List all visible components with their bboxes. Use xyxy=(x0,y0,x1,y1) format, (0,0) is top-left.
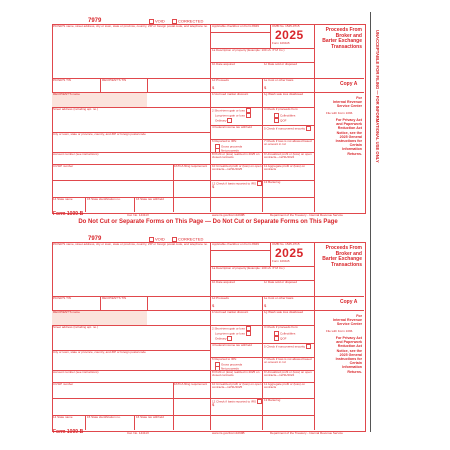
box1c-label: 1c Date sold or disposed xyxy=(264,62,298,66)
for-irs: For Internal Revenue Service Center xyxy=(333,314,362,327)
box16-label: 16 State tax withheld xyxy=(136,197,164,201)
box6-label: 6 Reported to IRS: xyxy=(212,357,237,361)
box4-label: 4 Federal income tax withheld xyxy=(212,125,252,129)
box3-qof[interactable]: QOF xyxy=(274,336,287,341)
cusip-label: CUSIP number xyxy=(53,382,74,386)
box15-label: 15 State identification no. xyxy=(87,197,121,201)
box13-label: 13 Bartering xyxy=(264,180,281,184)
footer-form: Form 1099-B xyxy=(53,211,84,217)
box5-label[interactable]: 5 Check if noncovered security xyxy=(264,344,312,349)
box1g-label: 1g Wash sale loss disallowed xyxy=(264,92,304,96)
recipient-tin-label: RECIPIENT'S TIN xyxy=(102,78,127,82)
box7-label[interactable]: 7 Check if loss is not allowed based on amount in 1d xyxy=(264,357,312,365)
tax-year: 2025 xyxy=(275,246,304,260)
recipient-tin-label: RECIPIENT'S TIN xyxy=(102,296,127,300)
box1f-label: 1f Accrued market discount xyxy=(212,310,249,314)
form-code: 7979 xyxy=(88,18,102,24)
omb-number: OMB No. 1545-0715 xyxy=(272,24,300,28)
corrected-checkbox[interactable]: CORRECTED xyxy=(172,19,203,24)
corrected-checkbox[interactable]: CORRECTED xyxy=(172,237,203,242)
box8-label: 8 Profit or (loss) realized in 2025 on closed contracts xyxy=(212,370,260,378)
fatca-label: FATCA filing requirement xyxy=(174,164,208,168)
payer-name-label: PAYER'S name, street address, city or town, state or province, country, ZIP or foreign postal code, and telephone no. xyxy=(53,24,208,28)
box6-net[interactable]: Net proceeds xyxy=(215,366,239,371)
box12-label[interactable]: 12 Check if basis reported to IRS xyxy=(212,181,263,186)
file-with: File with Form 1096. xyxy=(326,111,354,115)
recipient-name-label: RECIPIENT'S name xyxy=(53,310,80,314)
privacy-notice: For Privacy Act and Paperwork Reduction Act Notice, see the 2025 General Instructions for Certain Information Returns. xyxy=(335,118,362,156)
account-label: Account number (see instructions) xyxy=(53,370,99,374)
file-with: File with Form 1096. xyxy=(326,329,354,333)
box10-label: 10 Unrealized profit or (loss) on open contracts—12/31/2025 xyxy=(212,382,262,390)
box1e-label: 1e Cost or other basis xyxy=(264,296,294,300)
form-name: Form 1099-B xyxy=(272,259,290,263)
box2-ordinary[interactable]: Ordinary xyxy=(215,336,233,341)
city-label: City or town, state or province, country, and ZIP or foreign postal code xyxy=(53,350,146,354)
form-title: Proceeds From Broker and Barter Exchange Transactions xyxy=(322,27,362,50)
applicable-checkbox-label: Applicable checkbox on Form 8949 xyxy=(212,242,259,246)
box2-ordinary[interactable]: Ordinary xyxy=(215,118,233,123)
footer-dept: Department of the Treasury - Internal Revenue Service xyxy=(270,213,343,217)
box1a-label: 1a Description of property (Example: 100 sh. XYZ Co.) xyxy=(212,266,285,270)
footer-dept: Department of the Treasury - Internal Revenue Service xyxy=(270,431,343,435)
account-label: Account number (see instructions) xyxy=(53,152,99,156)
box1d-label: 1d Proceeds xyxy=(212,78,229,82)
box6-gross[interactable]: Gross proceeds xyxy=(215,144,242,149)
box1g-label: 1g Wash sale loss disallowed xyxy=(264,310,304,314)
box2-label[interactable]: 2 Short-term gain or loss xyxy=(212,108,252,113)
recipient-name-label: RECIPIENT'S name xyxy=(53,92,80,96)
dollar-sign: $ xyxy=(264,85,267,90)
box1b-label: 1b Date acquired xyxy=(212,62,235,66)
box2-label[interactable]: 2 Short-term gain or loss xyxy=(212,326,252,331)
payer-tin-label: PAYER'S TIN xyxy=(53,78,71,82)
street-label: Street address (including apt. no.) xyxy=(53,107,99,111)
footer-form: Form 1099-B xyxy=(53,429,84,435)
box9-label: 9 Unrealized profit or (loss) on open contracts—12/31/2024 xyxy=(264,152,312,160)
box1b-label: 1b Date acquired xyxy=(212,280,235,284)
box8-label: 8 Profit or (loss) realized in 2025 on closed contracts xyxy=(212,152,260,160)
box1c-label: 1c Date sold or disposed xyxy=(264,280,298,284)
box3-label: 3 Check if proceeds from: xyxy=(264,325,299,329)
payer-tin-label: PAYER'S TIN xyxy=(53,296,71,300)
box3-collectibles[interactable]: Collectibles xyxy=(274,113,295,118)
box6-net[interactable]: Net proceeds xyxy=(215,148,239,153)
fatca-label: FATCA filing requirement xyxy=(174,382,208,386)
footer-cat: Cat. No. 14411V xyxy=(127,213,149,217)
copy-label: Copy A xyxy=(340,299,358,305)
box7-label[interactable]: 7 Check if loss is not allowed based on amount in 1d xyxy=(264,139,312,147)
box3-qof[interactable]: QOF xyxy=(274,118,287,123)
box12-label[interactable]: 12 Check if basis reported to IRS xyxy=(212,399,263,404)
void-checkbox[interactable]: VOID xyxy=(149,19,165,24)
applicable-checkbox-label: Applicable checkbox on Form 8949 xyxy=(212,24,259,28)
footer-cat: Cat. No. 14411V xyxy=(127,431,149,435)
payer-name-label: PAYER'S name, street address, city or town, state or province, country, ZIP or foreign postal code, and telephone no. xyxy=(53,242,208,246)
for-irs: For Internal Revenue Service Center xyxy=(333,96,362,109)
form-copy-top xyxy=(52,18,364,217)
box14-label: 14 State name xyxy=(53,197,73,201)
box2-long[interactable]: Long-term gain or loss xyxy=(215,113,252,118)
box14-label: 14 State name xyxy=(53,415,73,419)
street-label: Street address (including apt. no.) xyxy=(53,325,99,329)
box16-label: 16 State tax withheld xyxy=(136,415,164,419)
box6-gross[interactable]: Gross proceeds xyxy=(215,362,242,367)
privacy-notice: For Privacy Act and Paperwork Reduction Act Notice, see the 2025 General Instructions for Certain Information Returns. xyxy=(335,336,362,374)
form-title: Proceeds From Broker and Barter Exchange Transactions xyxy=(322,245,362,268)
box6-label: 6 Reported to IRS: xyxy=(212,139,237,143)
dollar-sign: $ xyxy=(264,303,267,308)
box11-label: 11 Aggregate profit or (loss) on contracts xyxy=(264,382,305,390)
box1a-label: 1a Description of property (Example: 100 sh. XYZ Co.) xyxy=(212,48,285,52)
box13-label: 13 Bartering xyxy=(264,398,281,402)
cut-line-warning: Do Not Cut or Separate Forms on This Page — Do Not Cut or Separate Forms on This Page xyxy=(78,219,338,225)
form-code: 7979 xyxy=(88,236,102,242)
box3-collectibles[interactable]: Collectibles xyxy=(274,331,295,336)
copy-label: Copy A xyxy=(340,81,358,87)
side-notice: UNACCEPTABLE FOR FILING — FOR INFORMATIONAL USE ONLY xyxy=(375,30,380,163)
footer-url: www.irs.gov/Form1099B xyxy=(212,431,245,435)
box3-label: 3 Check if proceeds from: xyxy=(264,107,299,111)
box15-label: 15 State identification no. xyxy=(87,415,121,419)
city-label: City or town, state or province, country, and ZIP or foreign postal code xyxy=(53,132,146,136)
box4-label: 4 Federal income tax withheld xyxy=(212,343,252,347)
box2-long[interactable]: Long-term gain or loss xyxy=(215,331,252,336)
box9-label: 9 Unrealized profit or (loss) on open contracts—12/31/2024 xyxy=(264,370,312,378)
box1f-label: 1f Accrued market discount xyxy=(212,92,249,96)
box1d-label: 1d Proceeds xyxy=(212,296,229,300)
box10-label: 10 Unrealized profit or (loss) on open contracts—12/31/2025 xyxy=(212,164,262,172)
dollar-sign: $ xyxy=(212,303,215,308)
tax-year: 2025 xyxy=(275,28,304,42)
void-checkbox[interactable]: VOID xyxy=(149,237,165,242)
cusip-label: CUSIP number xyxy=(53,164,74,168)
perforation-line xyxy=(370,12,371,432)
box11-label: 11 Aggregate profit or (loss) on contracts xyxy=(264,164,305,172)
box1e-label: 1e Cost or other basis xyxy=(264,78,294,82)
form-name: Form 1099-B xyxy=(272,41,290,45)
box5-label[interactable]: 5 Check if noncovered security xyxy=(264,126,312,131)
omb-number: OMB No. 1545-0715 xyxy=(272,242,300,246)
form-copy-bottom xyxy=(52,236,364,435)
dollar-sign: $ xyxy=(212,402,215,407)
footer-url: www.irs.gov/Form1099B xyxy=(212,213,245,217)
dollar-sign: $ xyxy=(212,85,215,90)
dollar-sign: $ xyxy=(212,184,215,189)
